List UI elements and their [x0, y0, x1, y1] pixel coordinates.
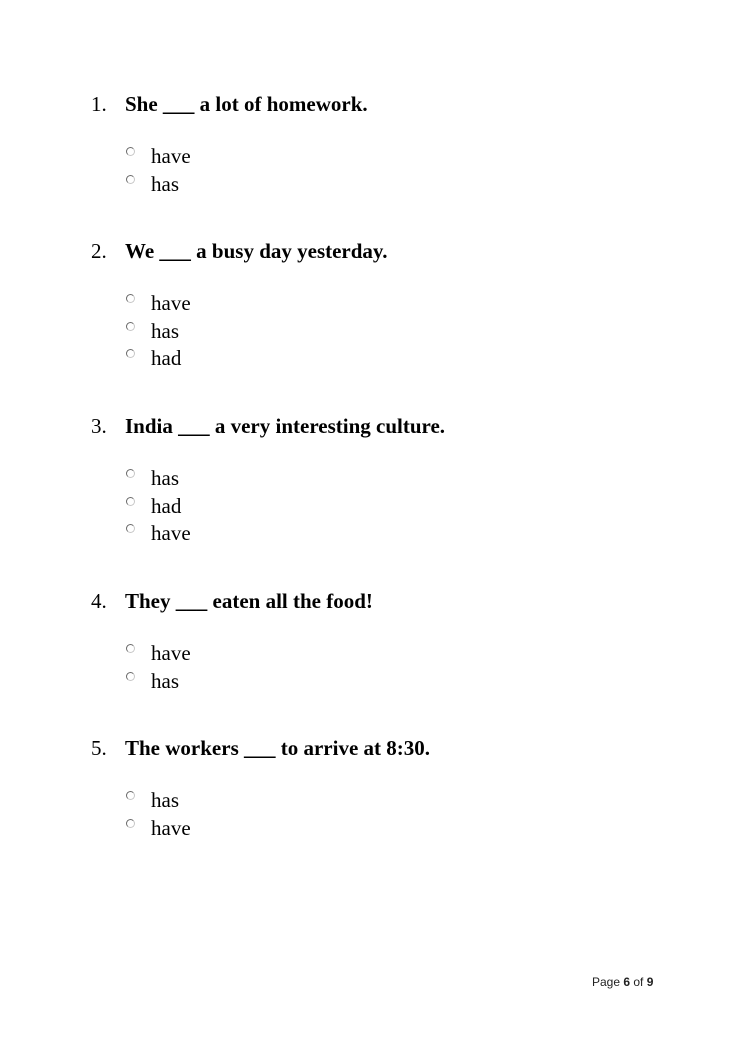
- option-label: has: [151, 318, 179, 343]
- option-label: has: [151, 788, 179, 812]
- option-label: has: [151, 668, 179, 693]
- option-label: have: [151, 291, 191, 315]
- option-label: have: [151, 521, 191, 545]
- question-number: 1.: [91, 92, 107, 116]
- question-number: 2.: [91, 239, 107, 263]
- page-prefix: Page: [592, 975, 624, 989]
- current-page: 6: [623, 975, 631, 989]
- question-number: 5.: [91, 736, 107, 760]
- question-number: 3.: [91, 414, 107, 438]
- option-label: has: [151, 171, 179, 196]
- radio-button-icon[interactable]: [126, 672, 135, 681]
- question-text: The workers ___ to arrive at 8:30.: [125, 736, 431, 760]
- question-text: They ___ eaten all the food!: [125, 589, 373, 613]
- radio-button-icon[interactable]: [126, 497, 135, 506]
- question-text: We ___ a busy day yesterday.: [125, 239, 388, 263]
- radio-button-icon[interactable]: [126, 175, 135, 184]
- radio-button-icon[interactable]: [126, 524, 135, 533]
- question-text: India ___ a very interesting culture.: [125, 414, 446, 438]
- radio-button-icon[interactable]: [126, 469, 135, 478]
- radio-button-icon[interactable]: [126, 819, 135, 828]
- total-pages: 9: [646, 975, 654, 989]
- option-label: had: [151, 493, 182, 518]
- option-label: have: [151, 815, 191, 840]
- radio-button-icon[interactable]: [126, 147, 135, 156]
- radio-button-icon[interactable]: [126, 791, 135, 800]
- of-label: of: [630, 975, 647, 989]
- page-number-footer: [592, 975, 653, 989]
- option-label: have: [151, 144, 191, 168]
- radio-button-icon[interactable]: [126, 349, 135, 358]
- option-label: has: [151, 466, 179, 490]
- question-text: She ___ a lot of homework.: [125, 92, 368, 116]
- radio-button-icon[interactable]: [126, 294, 135, 303]
- radio-button-icon[interactable]: [126, 322, 135, 331]
- question-number: 4.: [91, 589, 107, 613]
- option-label: have: [151, 641, 191, 665]
- radio-button-icon[interactable]: [126, 644, 135, 653]
- option-label: had: [151, 346, 182, 370]
